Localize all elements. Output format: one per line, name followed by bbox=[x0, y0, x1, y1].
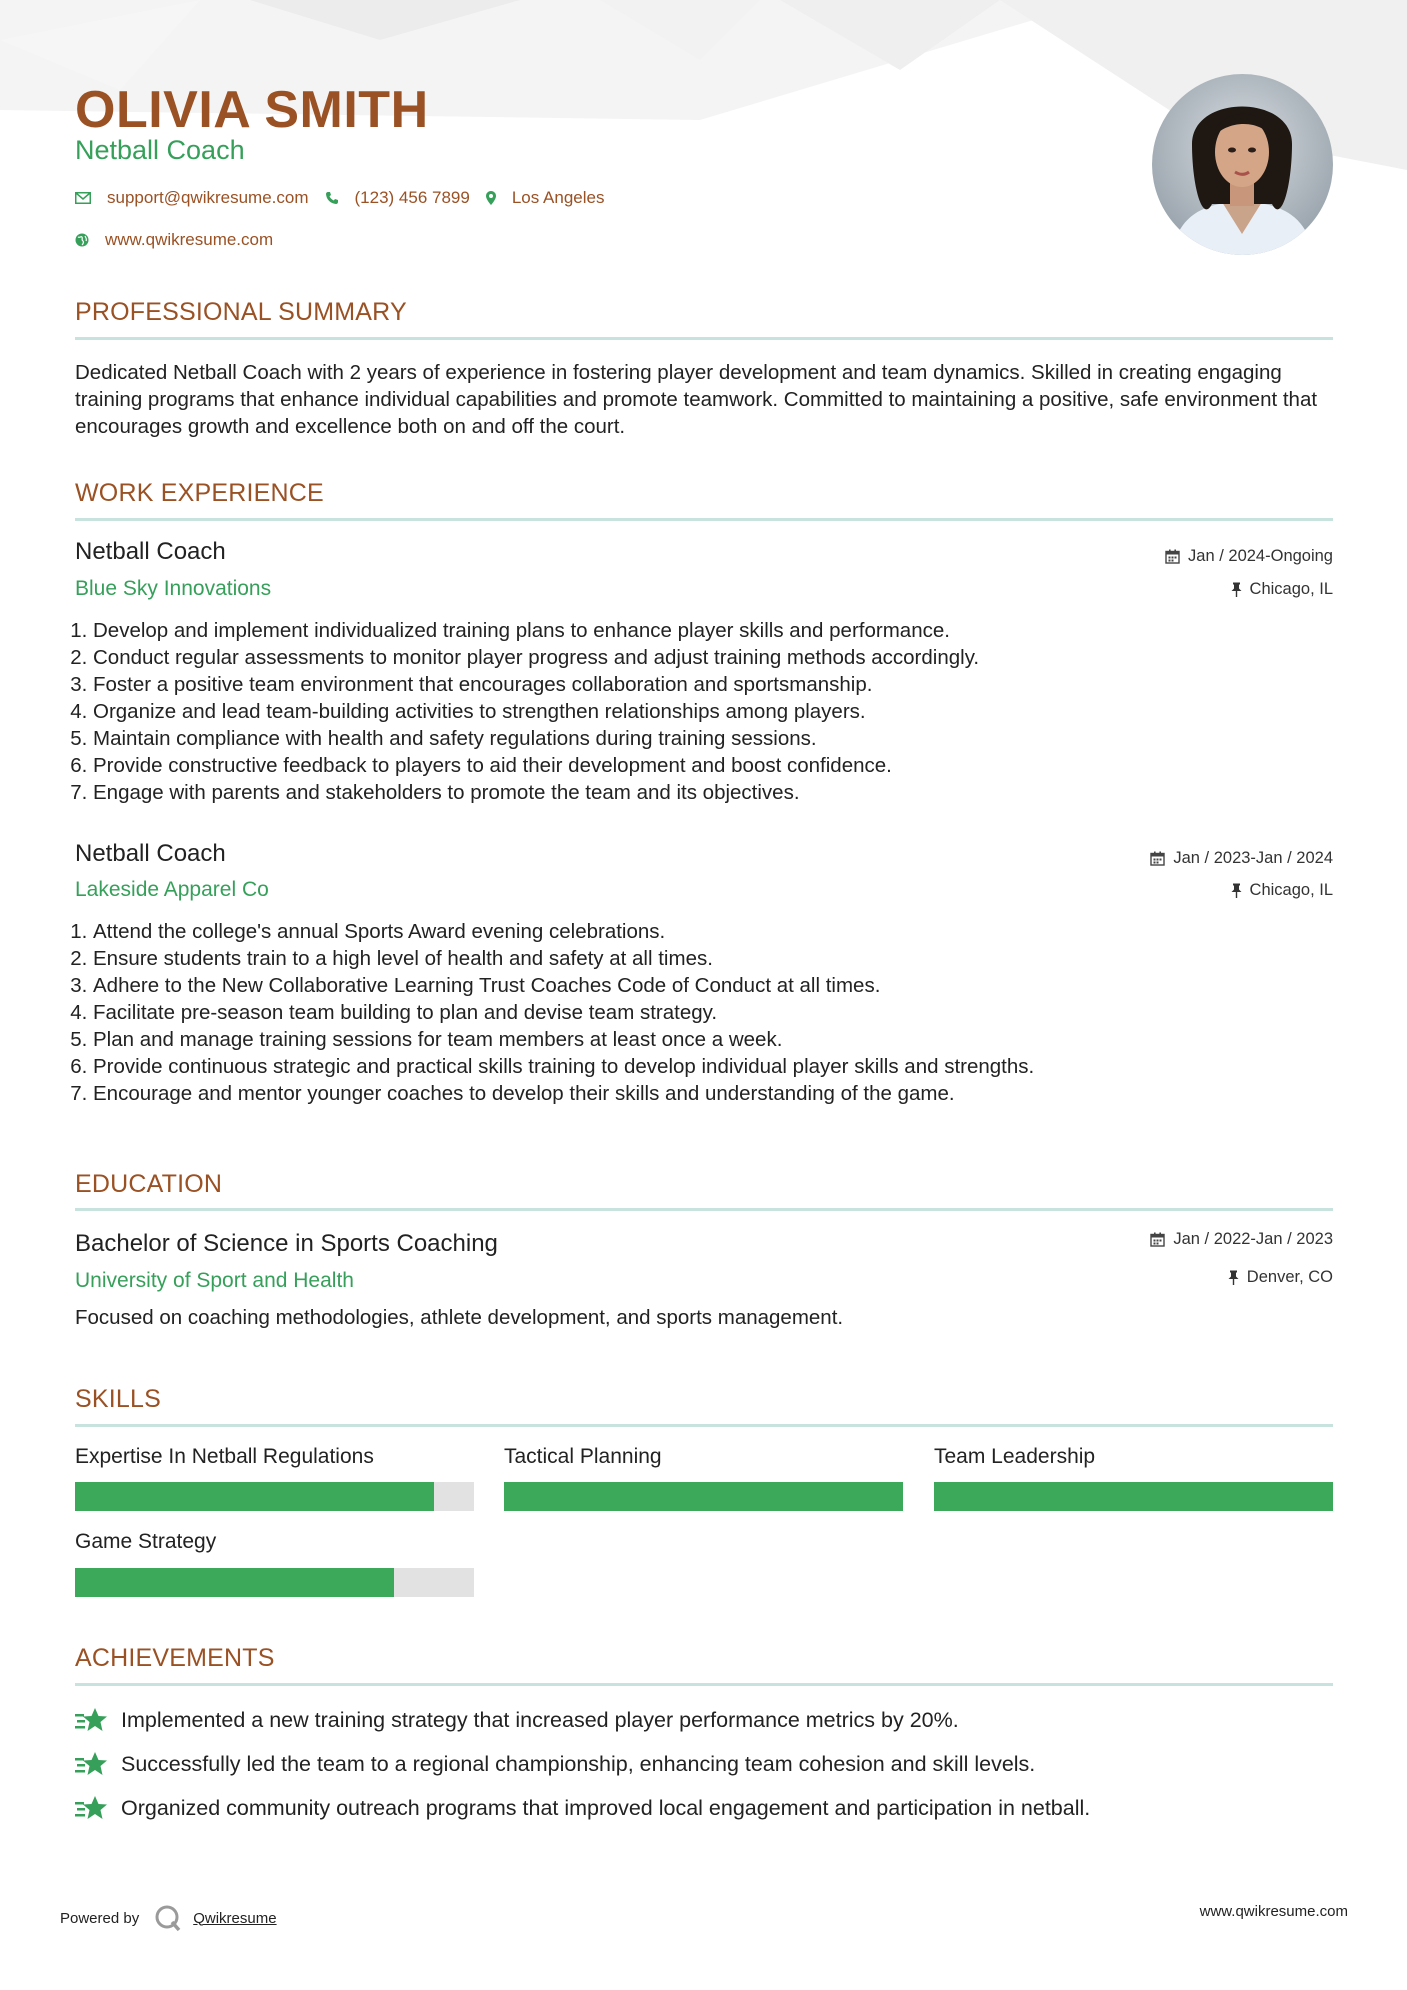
skill-bar bbox=[504, 1482, 903, 1511]
skill-bar bbox=[75, 1482, 474, 1511]
skills-divider bbox=[75, 1424, 1333, 1427]
contact-row-secondary bbox=[75, 230, 289, 250]
duty-item: 4. Facilitate pre-season team building to plan and devise team strategy. bbox=[93, 999, 1333, 1026]
job-duties-list bbox=[93, 918, 1333, 1107]
duty-item: 7. Encourage and mentor younger coaches to develop their skills and understanding of the game. bbox=[93, 1080, 1333, 1107]
job-title: Netball Coach bbox=[75, 538, 226, 565]
footer-powered-by bbox=[60, 1903, 277, 1933]
job-location bbox=[1231, 881, 1333, 900]
powered-by-text: Powered by bbox=[60, 1909, 140, 1927]
duty-item: 1. Attend the college's annual Sports Award evening celebrations. bbox=[93, 918, 1333, 945]
duty-item: 6. Provide constructive feedback to players to aid their development and boost confidence. bbox=[93, 752, 1333, 779]
skill-label: Game Strategy bbox=[75, 1530, 217, 1553]
duty-item: 2. Ensure students train to a high level of health and safety at all times. bbox=[93, 945, 1333, 972]
achievement-item bbox=[75, 1750, 1035, 1778]
achievement-item bbox=[75, 1794, 1090, 1822]
shooting-star-icon bbox=[75, 1794, 109, 1822]
calendar-icon bbox=[1165, 549, 1180, 564]
achievements-heading: ACHIEVEMENTS bbox=[75, 1644, 275, 1672]
job-location-text: Chicago, IL bbox=[1249, 580, 1333, 598]
email-item[interactable] bbox=[75, 188, 309, 208]
duty-item: 5. Maintain compliance with health and safety regulations during training sessions. bbox=[93, 725, 1333, 752]
skill-bar-fill bbox=[75, 1482, 434, 1511]
skill-bar-fill bbox=[934, 1482, 1333, 1511]
duty-item: 4. Organize and lead team-building activities to strengthen relationships among players. bbox=[93, 698, 1333, 725]
job-dates-text: Jan / 2023-Jan / 2024 bbox=[1173, 849, 1333, 867]
duty-item: 2. Conduct regular assessments to monitor player progress and adjust training methods accordingly. bbox=[93, 644, 1333, 671]
job-location bbox=[1231, 580, 1333, 599]
qwikresume-logo-icon bbox=[153, 1903, 183, 1933]
skill-bar bbox=[75, 1568, 474, 1597]
map-pin-icon bbox=[486, 191, 496, 205]
calendar-icon bbox=[1150, 1232, 1165, 1247]
job-title: Netball Coach bbox=[75, 840, 226, 867]
duty-item: 3. Foster a positive team environment that encourages collaboration and sportsmanship. bbox=[93, 671, 1333, 698]
contact-row-primary bbox=[75, 188, 620, 208]
duty-item: 1. Develop and implement individualized training plans to enhance player skills and performance. bbox=[93, 617, 1333, 644]
qwikresume-link[interactable]: Qwikresume bbox=[193, 1909, 277, 1927]
education-dates bbox=[1150, 1230, 1333, 1249]
degree-title: Bachelor of Science in Sports Coaching bbox=[75, 1230, 498, 1257]
education-dates-text: Jan / 2022-Jan / 2023 bbox=[1173, 1230, 1333, 1248]
duty-item: 6. Provide continuous strategic and practical skills training to develop individual player skills and strengths. bbox=[93, 1053, 1333, 1080]
candidate-title: Netball Coach bbox=[75, 135, 245, 165]
experience-divider bbox=[75, 518, 1333, 521]
pushpin-icon bbox=[1228, 1270, 1239, 1285]
school-name: University of Sport and Health bbox=[75, 1269, 354, 1292]
experience-heading: WORK EXPERIENCE bbox=[75, 479, 324, 507]
job-location-text: Chicago, IL bbox=[1249, 881, 1333, 899]
job-dates bbox=[1150, 849, 1333, 868]
duty-item: 7. Engage with parents and stakeholders to promote the team and its objectives. bbox=[93, 779, 1333, 806]
shooting-star-icon bbox=[75, 1750, 109, 1778]
duty-item: 5. Plan and manage training sessions for team members at least once a week. bbox=[93, 1026, 1333, 1053]
candidate-name: OLIVIA SMITH bbox=[75, 81, 429, 139]
skill-bar bbox=[934, 1482, 1333, 1511]
pushpin-icon bbox=[1231, 582, 1242, 597]
summary-text: Dedicated Netball Coach with 2 years of experience in fostering player development and team dynamics. Skilled in creating engaging training programs that enhance individual capabilities and promote teamwork. Committed to maintaining a positive, safe environment that encourages growth and excellence both on and off the court. bbox=[75, 361, 1318, 438]
job-dates-text: Jan / 2024-Ongoing bbox=[1188, 547, 1333, 565]
phone-text: (123) 456 7899 bbox=[354, 188, 470, 207]
achievement-text: Organized community outreach programs that improved local engagement and participation in netball. bbox=[121, 1795, 1091, 1820]
job-company: Lakeside Apparel Co bbox=[75, 878, 269, 901]
phone-icon bbox=[325, 191, 339, 205]
education-description: Focused on coaching methodologies, athlete development, and sports management. bbox=[75, 1306, 844, 1329]
pushpin-icon bbox=[1231, 883, 1242, 898]
location-item bbox=[486, 188, 605, 208]
education-location-text: Denver, CO bbox=[1246, 1268, 1333, 1286]
education-divider bbox=[75, 1208, 1333, 1211]
footer-website[interactable]: www.qwikresume.com bbox=[1199, 1903, 1348, 1920]
summary-divider bbox=[75, 337, 1333, 340]
website-item[interactable] bbox=[75, 230, 273, 250]
location-text: Los Angeles bbox=[511, 188, 605, 207]
envelope-icon bbox=[75, 192, 91, 204]
summary-heading: PROFESSIONAL SUMMARY bbox=[75, 298, 407, 326]
skill-label: Tactical Planning bbox=[504, 1445, 662, 1468]
skill-label: Team Leadership bbox=[934, 1445, 1096, 1468]
profile-photo bbox=[1152, 74, 1333, 255]
achievements-divider bbox=[75, 1683, 1333, 1686]
shooting-star-icon bbox=[75, 1706, 109, 1734]
job-company: Blue Sky Innovations bbox=[75, 577, 272, 600]
education-heading: EDUCATION bbox=[75, 1170, 223, 1198]
email-text: support@qwikresume.com bbox=[107, 188, 309, 207]
website-text: www.qwikresume.com bbox=[105, 230, 274, 249]
skill-bar-fill bbox=[75, 1568, 394, 1597]
achievement-text: Successfully led the team to a regional championship, enhancing team cohesion and skill levels. bbox=[121, 1751, 1036, 1776]
job-dates bbox=[1165, 547, 1333, 566]
skill-bar-fill bbox=[504, 1482, 903, 1511]
skill-label: Expertise In Netball Regulations bbox=[75, 1445, 374, 1468]
education-location bbox=[1228, 1268, 1333, 1287]
duty-item: 3. Adhere to the New Collaborative Learning Trust Coaches Code of Conduct at all times. bbox=[93, 972, 1333, 999]
skills-heading: SKILLS bbox=[75, 1385, 161, 1413]
calendar-icon bbox=[1150, 851, 1165, 866]
job-duties-list bbox=[93, 617, 1333, 806]
achievement-text: Implemented a new training strategy that increased player performance metrics by 20%. bbox=[121, 1707, 959, 1732]
achievement-item bbox=[75, 1706, 959, 1734]
phone-item[interactable] bbox=[325, 188, 470, 208]
globe-icon bbox=[75, 233, 89, 247]
